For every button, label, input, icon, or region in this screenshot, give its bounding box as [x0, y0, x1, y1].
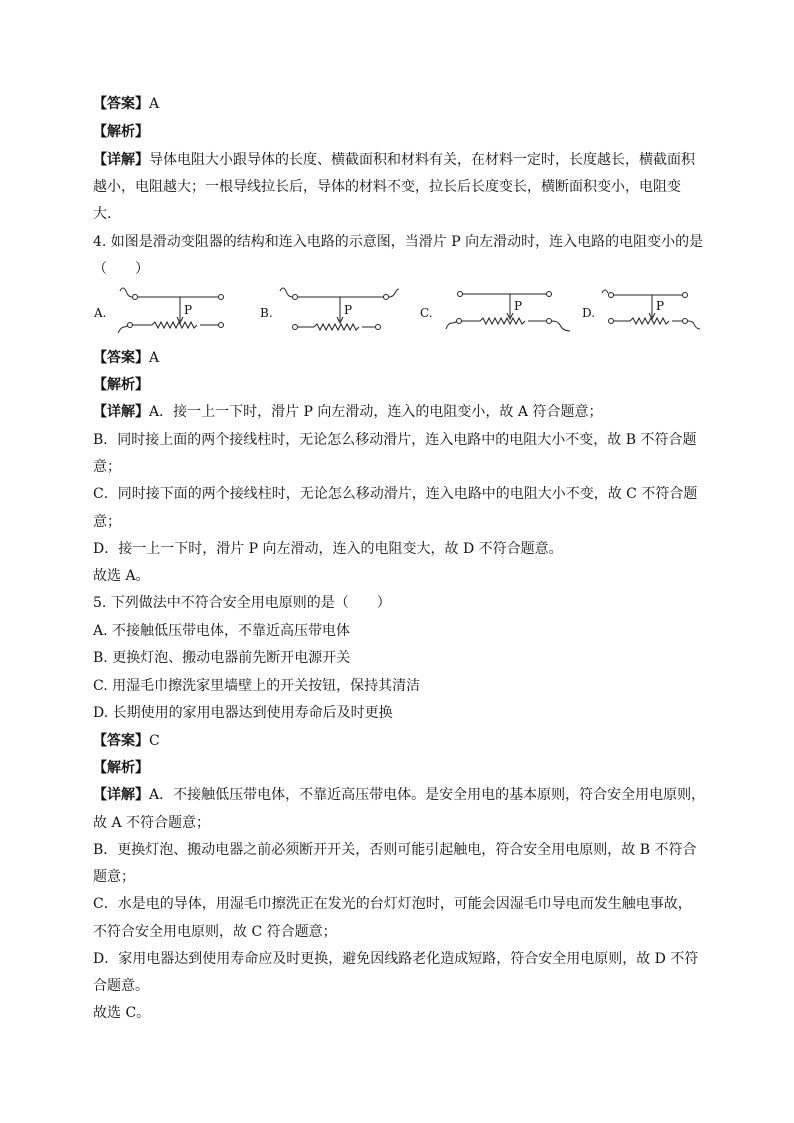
option-a-diagram — [93, 288, 224, 333]
rheostat-diagrams — [90, 283, 710, 343]
terminal-icon — [133, 295, 138, 300]
answer-value: A — [149, 350, 160, 366]
terminal-icon — [219, 323, 224, 328]
q3-detail-line2: 越小，电阻越大；一根导线拉长后，导体的材料不变，拉长后长度变长，横断面积变小，电阻变 — [93, 179, 681, 195]
terminal-icon — [457, 319, 462, 324]
wire-c-right — [552, 321, 570, 331]
terminal-icon — [128, 323, 133, 328]
wire-c-left — [446, 321, 457, 329]
q4-stem-line2: （ ） — [93, 261, 149, 277]
q3-answer — [93, 94, 159, 114]
resistor-coil-icon — [630, 318, 669, 324]
answer-tag: 【答案】 — [93, 96, 149, 112]
detail-tag: 【详解】 — [93, 787, 149, 803]
q5-detail-a1 — [93, 785, 705, 805]
q4-detail-d: D．接一上一下时，滑片 P 向左滑动，连入的电阻变大，故 D 不符合题意。 — [93, 541, 563, 557]
wire-d-right — [688, 321, 700, 329]
q4-conclusion: 故选 A。 — [93, 568, 150, 584]
q5-option-d: D. 长期使用的家用电器达到使用寿命后及时更换 — [93, 705, 393, 721]
option-d-label: D. — [582, 306, 596, 320]
answer-value: C — [149, 733, 160, 749]
wire-a-bottom — [118, 325, 128, 333]
q4-detail-c2: 意； — [93, 514, 121, 530]
q4-detail-b1: B．同时接上面的两个接线柱时，无论怎么移动滑片，连入电路中的电阻大小不变，故 B 不符合题 — [93, 432, 697, 448]
answer-tag: 【答案】 — [93, 733, 149, 749]
terminal-icon — [376, 325, 381, 330]
q5-detail-c2: 不符合安全用电原则，故 C 符合题意； — [93, 924, 337, 940]
q5-detail-d2: 合题意。 — [93, 978, 149, 994]
terminal-icon — [547, 292, 552, 297]
q5-option-b: B. 更换灯泡、搬动电器前先断开电源开关 — [93, 650, 351, 666]
terminal-icon — [384, 295, 389, 300]
detail-tag: 【详解】 — [93, 404, 149, 420]
terminal-icon — [609, 293, 614, 298]
slider-p-label: P — [184, 303, 193, 317]
q3-analysis-tag: 【解析】 — [93, 124, 149, 140]
slider-p-label: P — [514, 299, 523, 313]
wire-b-left — [280, 288, 292, 297]
q5-analysis-tag: 【解析】 — [93, 760, 149, 776]
q5-stem: 5. 下列做法中不符合安全用电原则的是（ ） — [93, 595, 391, 611]
q4-answer — [93, 348, 159, 368]
q3-detail-line3: 大. — [93, 206, 112, 222]
detail-tag: 【详解】 — [93, 152, 149, 168]
detail-text: A．不接触低压带电体，不靠近高压带电体。是安全用电的基本原则，符合安全用电原则， — [149, 787, 706, 803]
q4-stem-line1: 4. 如图是滑动变阻器的结构和连入电路的示意图，当滑片 P 向左滑动时，连入电路的电阻变小的是 — [93, 234, 704, 250]
terminal-icon — [547, 319, 552, 324]
option-d-diagram — [582, 290, 700, 329]
option-c-diagram — [420, 292, 570, 332]
q5-conclusion: 故选 C。 — [93, 1005, 151, 1021]
q4-detail-b2: 意； — [93, 459, 121, 475]
terminal-icon — [458, 292, 463, 297]
option-a-label: A. — [94, 306, 107, 320]
terminal-icon — [293, 325, 298, 330]
q5-detail-a2: 故 A 不符合题意； — [93, 815, 211, 831]
option-b-label: B. — [260, 306, 273, 320]
answer-tag: 【答案】 — [93, 350, 149, 366]
terminal-icon — [683, 293, 688, 298]
q4-detail-c1: C．同时接下面的两个接线柱时，无论怎么移动滑片，连入电路中的电阻大小不变，故 C 不符合题 — [93, 486, 698, 502]
terminal-icon — [219, 295, 224, 300]
q4-options-diagrams — [90, 283, 710, 343]
q5-answer — [93, 731, 160, 751]
q5-detail-d1: D．家用电器达到使用寿命应及时更换，避免因线路老化造成短路，符合安全用电原则，故 D 不符 — [93, 951, 699, 967]
q4-analysis-tag: 【解析】 — [93, 377, 149, 393]
option-c-label: C. — [420, 306, 433, 320]
detail-text: 导体电阻大小跟导体的长度、横截面积和材料有关，在材料一定时，长度越长，横截面积 — [149, 152, 695, 168]
wire-d-top — [602, 290, 608, 293]
q5-detail-b2: 题意； — [93, 869, 135, 885]
terminal-icon — [609, 319, 614, 324]
q5-option-a: A. 不接触低压带电体，不靠近高压带电体 — [93, 623, 351, 639]
q5-detail-c1: C．水是电的导体，用湿毛巾擦洗正在发光的台灯灯泡时，可能会因湿毛巾导电而发生触电事故， — [93, 896, 692, 912]
resistor-coil-icon — [480, 318, 525, 324]
terminal-icon — [683, 319, 688, 324]
slider-p-label: P — [656, 299, 665, 313]
q5-option-c: C. 用湿毛巾擦洗家里墙壁上的开关按钮，保持其清洁 — [93, 678, 421, 694]
detail-text: A．接一上一下时，滑片 P 向左滑动，连入的电阻变小，故 A 符合题意； — [149, 404, 603, 420]
wire-b-right — [389, 289, 399, 297]
terminal-icon — [293, 295, 298, 300]
wire-a-top — [120, 288, 132, 297]
option-b-diagram — [260, 288, 399, 330]
resistor-coil-icon — [314, 324, 359, 330]
q3-detail-line1 — [93, 150, 695, 170]
slider-p-label: P — [344, 303, 353, 317]
resistor-coil-icon — [152, 322, 197, 328]
q4-detail-a — [93, 402, 602, 422]
q5-detail-b1: B．更换灯泡、搬动电器之前必须断开开关，否则可能引起触电，符合安全用电原则，故 B 不符合 — [93, 842, 697, 858]
answer-value: A — [149, 96, 160, 112]
